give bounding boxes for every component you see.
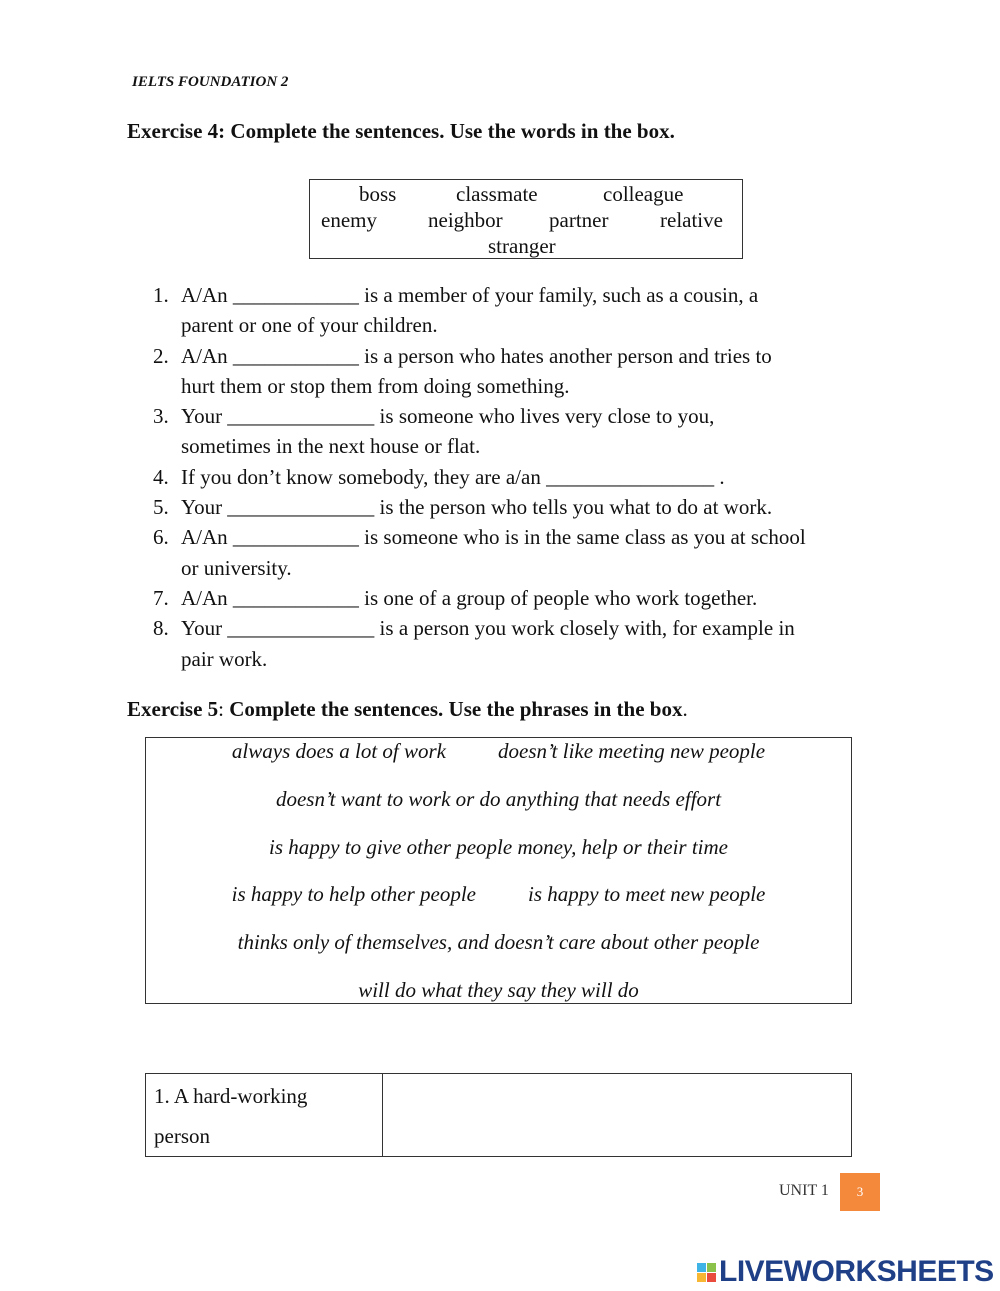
page-number: 3 xyxy=(840,1173,880,1211)
question-number: 3. xyxy=(153,404,169,429)
question-number: 2. xyxy=(153,343,169,368)
question-text-continued: sometimes in the next house or flat. xyxy=(181,434,481,459)
exercise-5-title xyxy=(127,697,688,722)
question-item xyxy=(153,401,883,462)
exercise-5-period: . xyxy=(682,697,688,721)
question-text: A/An ____________ is someone who is in the same class as you at school xyxy=(181,525,806,550)
phrase-box xyxy=(145,737,852,1004)
word-enemy: enemy xyxy=(321,208,377,232)
question-text-continued: or university. xyxy=(181,555,292,580)
question-text-continued: pair work. xyxy=(181,646,268,671)
word-classmate: classmate xyxy=(456,182,538,206)
phrase-item: doesn’t want to work or do anything that needs effort xyxy=(275,787,722,811)
word-partner: partner xyxy=(549,208,609,232)
question-text-continued: parent or one of your children. xyxy=(181,313,438,338)
word-relative: relative xyxy=(660,208,723,232)
question-text: If you don’t know somebody, they are a/an ________________ . xyxy=(181,464,725,489)
logo-square xyxy=(707,1263,716,1272)
question-number: 8. xyxy=(153,616,169,641)
liveworksheets-icon xyxy=(697,1263,716,1282)
question-number: 6. xyxy=(153,525,169,550)
exercise-4-questions xyxy=(153,280,883,674)
table-row xyxy=(146,1074,852,1157)
phrase-item: is happy to give other people money, help or their time xyxy=(269,835,728,859)
word-colleague: colleague xyxy=(603,182,684,206)
logo-square xyxy=(707,1273,716,1282)
question-text: A/An ____________ is one of a group of people who work together. xyxy=(181,585,758,610)
logo-square xyxy=(697,1263,706,1272)
phrase-item: will do what they say they will do xyxy=(358,978,639,1002)
question-text-continued: hurt them or stop them from doing something. xyxy=(181,373,570,398)
document-header: IELTS FOUNDATION 2 xyxy=(132,74,289,90)
question-item xyxy=(153,492,883,522)
question-item xyxy=(153,341,883,402)
question-item xyxy=(153,613,883,674)
row-label-line-1: 1. A hard-working xyxy=(154,1084,308,1108)
question-item xyxy=(153,462,883,492)
unit-label: UNIT 1 xyxy=(779,1182,829,1199)
question-number: 5. xyxy=(153,495,169,520)
question-item xyxy=(153,583,883,613)
question-text: Your ______________ is someone who lives very close to you, xyxy=(181,404,715,429)
phrase-item: is happy to meet new people xyxy=(528,882,766,906)
exercise-5-instruction: Complete the sentences. Use the phrases in the box xyxy=(224,697,683,721)
word-boss: boss xyxy=(359,182,397,206)
question-text: Your ______________ is a person you work closely with, for example in xyxy=(181,616,795,641)
word-neighbor: neighbor xyxy=(428,208,503,232)
answer-cell[interactable] xyxy=(383,1074,852,1157)
liveworksheets-logo[interactable] xyxy=(697,1256,994,1288)
question-text: A/An ____________ is a member of your family, such as a cousin, a xyxy=(181,283,759,307)
phrase-item: thinks only of themselves, and doesn’t care about other people xyxy=(237,930,760,954)
exercise-5-colon: : xyxy=(218,697,225,721)
question-text: A/An ____________ is a person who hates another person and tries to xyxy=(181,343,772,368)
question-item xyxy=(153,522,883,583)
question-number: 4. xyxy=(153,464,169,489)
exercise-5-label: Exercise 5 xyxy=(127,697,219,721)
question-number: 1. xyxy=(153,283,169,307)
row-label-line-2: person xyxy=(154,1124,210,1148)
phrase-item: always does a lot of work xyxy=(231,739,446,763)
phrase-item: is happy to help other people xyxy=(231,882,476,906)
row-label xyxy=(146,1074,383,1157)
question-text: Your ______________ is the person who tells you what to do at work. xyxy=(181,495,773,520)
word-box xyxy=(309,179,743,259)
exercise-4-title: Exercise 4: Complete the sentences. Use the words in the box. xyxy=(127,119,675,143)
logo-square xyxy=(697,1273,706,1282)
answer-table xyxy=(145,1073,852,1157)
brand-name: LIVEWORKSHEETS xyxy=(719,1255,994,1288)
question-item xyxy=(153,280,883,341)
word-stranger: stranger xyxy=(488,234,556,258)
phrase-item: doesn’t like meeting new people xyxy=(498,739,766,763)
question-number: 7. xyxy=(153,585,169,610)
